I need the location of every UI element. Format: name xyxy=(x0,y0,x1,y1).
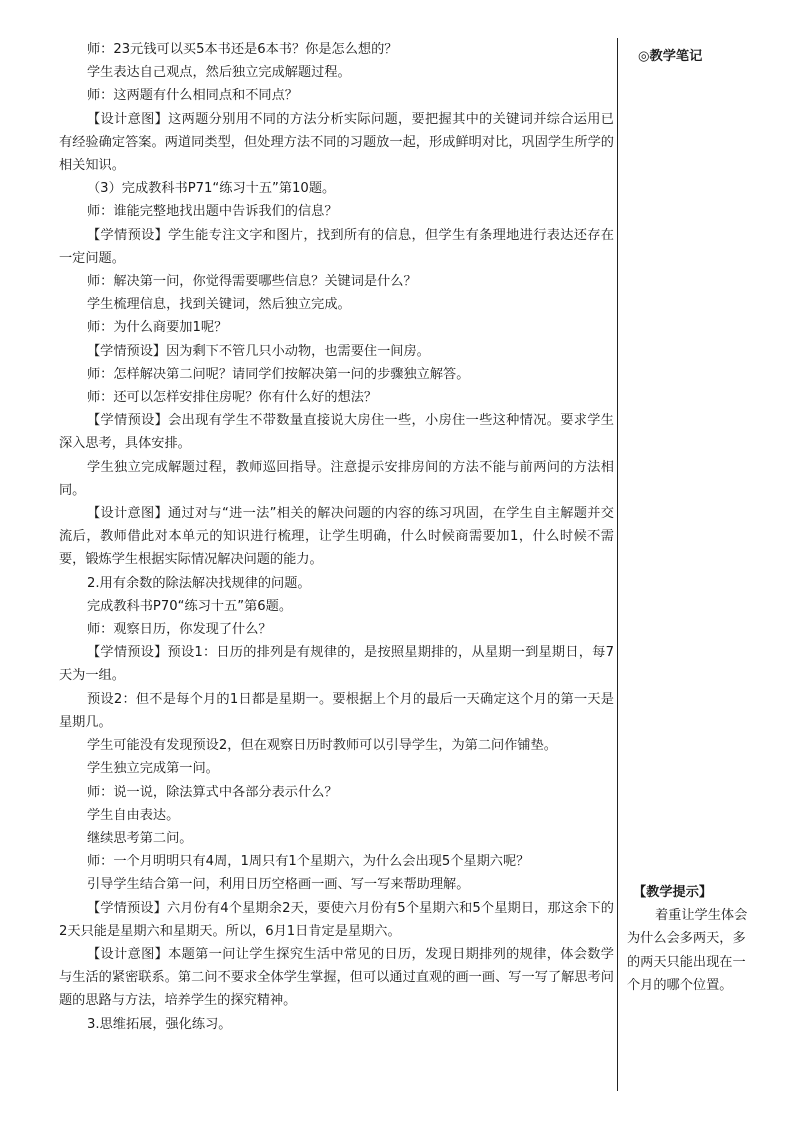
paragraph: 【学情预设】预设1：日历的排列是有规律的，是按照星期排的，从星期一到星期日，每7天为一组。 xyxy=(59,645,614,684)
paragraph: 师：为什么商要加1呢？ xyxy=(87,320,228,336)
paragraph: 2.用有余数的除法解决找规律的问题。 xyxy=(87,575,311,591)
paragraph: 【设计意图】通过对与“进一法”相关的解决问题的内容的练习巩固，在学生自主解题并交流后，教师借此对本单元的知识进行梳理，让学生明确，什么时候商需要加1，什么时候不需要，锻炼学生根据实际情况解决问题的能力。 xyxy=(59,506,614,568)
paragraph: 预设2：但不是每个月的1日都是星期一。要根据上个月的最后一天确定这个月的第一天是星期几。 xyxy=(59,691,614,730)
paragraph: 引导学生结合第一问，利用日历空格画一画、写一写来帮助理解。 xyxy=(87,877,470,893)
paragraph: 学生梳理信息，找到关键词，然后独立完成。 xyxy=(87,297,351,313)
paragraph: 【学情预设】因为剩下不管几只小动物，也需要住一间房。 xyxy=(87,343,430,359)
paragraph: 师：怎样解决第二问呢？请同学们按解决第一问的步骤独立解答。 xyxy=(87,366,470,382)
paragraph: 师：还可以怎样安排住房呢？你有什么好的想法？ xyxy=(87,390,378,406)
paragraph: 学生表达自己观点，然后独立完成解题过程。 xyxy=(87,65,351,81)
notes-heading: ◎教学笔记 xyxy=(638,49,703,64)
paragraph: 【学情预设】六月份有4个星期余2天，要使六月份有5个星期六和5个星期日，那这余下的2天只能是星期六和星期天。所以，6月1日肯定是星期六。 xyxy=(59,900,614,939)
paragraph: 师：观察日历，你发现了什么？ xyxy=(87,622,272,638)
paragraph: 学生自由表达。 xyxy=(87,807,180,823)
paragraph: 学生独立完成解题过程，教师巡回指导。注意提示安排房间的方法不能与前两问的方法相同。 xyxy=(59,459,614,498)
paragraph: 师：谁能完整地找出题中告诉我们的信息？ xyxy=(87,204,338,220)
teaching-tip xyxy=(627,881,755,997)
paragraph: 【学情预设】学生能专注文字和图片，找到所有的信息，但学生有条理地进行表达还存在一定问题。 xyxy=(59,227,614,266)
paragraph: 师：说一说，除法算式中各部分表示什么？ xyxy=(87,784,338,800)
paragraph: 【设计意图】这两题分别用不同的方法分析实际问题，要把握其中的关键词并综合运用已有经验确定答案。两道同类型，但处理方法不同的习题放一起，形成鲜明对比，巩固学生所学的相关知识。 xyxy=(59,111,614,174)
paragraph: 学生独立完成第一问。 xyxy=(87,761,219,777)
paragraph: 师：解决第一问，你觉得需要哪些信息？关键词是什么？ xyxy=(87,274,417,290)
paragraph: （3）完成教科书P71“练习十五”第10题。 xyxy=(87,181,336,197)
paragraph: 3.思维拓展，强化练习。 xyxy=(87,1016,232,1032)
column-divider xyxy=(617,38,618,1091)
paragraph: 师：23元钱可以买5本书还是6本书？你是怎么想的？ xyxy=(87,42,398,57)
paragraph: 师：一个月明明只有4周，1周只有1个星期六，为什么会出现5个星期六呢？ xyxy=(87,854,530,870)
paragraph: 学生可能没有发现预设2，但在观察日历时教师可以引导学生，为第二问作铺垫。 xyxy=(87,738,557,754)
main-text xyxy=(59,38,614,1036)
paragraph: 【设计意图】本题第一问让学生探究生活中常见的日历，发现日期排列的规律，体会数学与生活的紧密联系。第二问不要求全体学生掌握，但可以通过直观的画一画、写一写了解思考问题的思路与方法，培养学生的探究精神。 xyxy=(59,946,614,1009)
paragraph: 师：这两题有什么相同点和不同点？ xyxy=(87,88,298,104)
tip-heading: 【教学提示】 xyxy=(633,885,713,900)
tip-body: 着重让学生体会为什么会多两天，多的两天只能出现在一个月的哪个位置。 xyxy=(627,908,748,993)
paragraph: 完成教科书P70“练习十五”第6题。 xyxy=(87,598,293,614)
paragraph: 继续思考第二问。 xyxy=(87,830,193,846)
paragraph: 【学情预设】会出现有学生不带数量直接说大房住一些，小房住一些这种情况。要求学生深入思考，具体安排。 xyxy=(59,413,614,452)
